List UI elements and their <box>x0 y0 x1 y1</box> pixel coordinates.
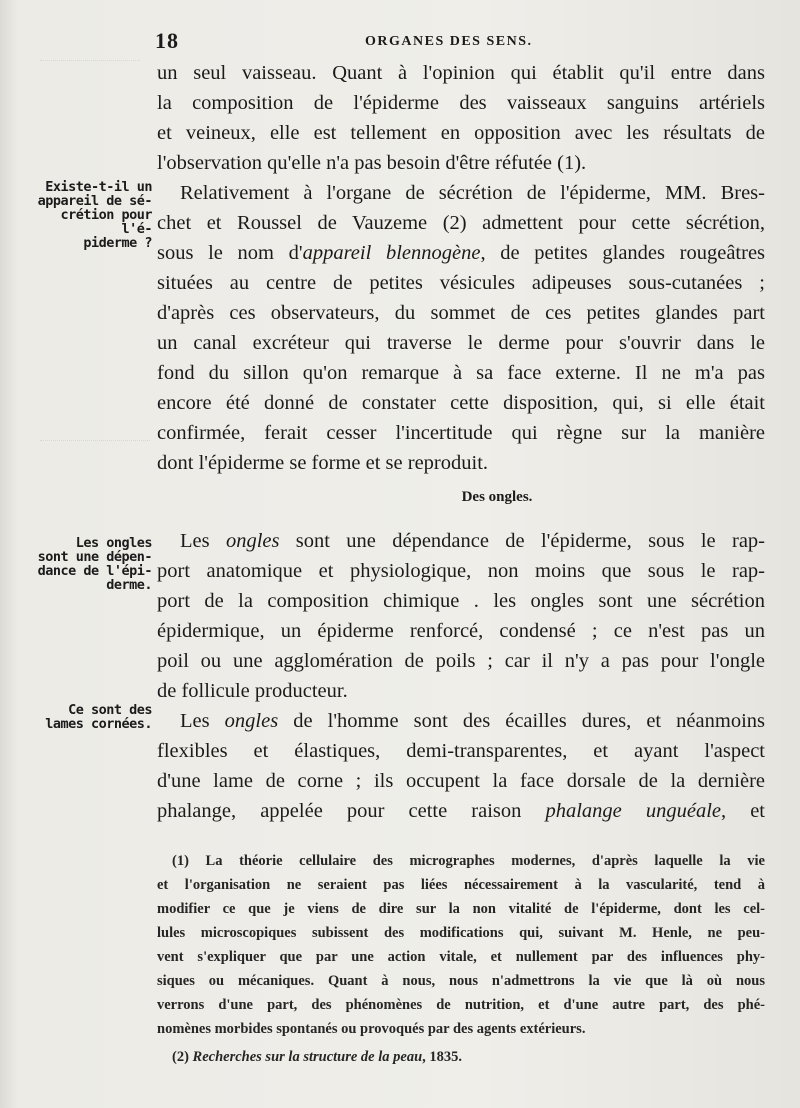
text-segment: , de petites glandes rougeâtres <box>480 242 766 264</box>
body-text-line: poil ou une agglomération de poils ; car il n'y a pas pour l'ongle <box>157 650 765 672</box>
margin-note-line: Ce sont des <box>68 702 152 718</box>
body-text-line: épidermique, un épiderme renforcé, condensé ; ce n'est pas un <box>157 620 765 642</box>
body-text-line: l'observation qu'elle n'a pas besoin d'être réfutée (1). <box>157 152 587 174</box>
text-segment: Les <box>180 530 226 552</box>
text-segment: sont une dépendance de l'épiderme, sous le rap- <box>279 530 765 552</box>
body-text-line: d'une lame de corne ; ils occupent la face dorsale de la dernière <box>157 770 765 792</box>
text-segment: de l'homme sont des écailles dures, et néanmoins <box>278 710 766 732</box>
page-number: 18 <box>155 28 179 53</box>
footnote-line: vent s'expliquer que par une action vitale, et nullement par des influences phy- <box>157 949 765 965</box>
body-text-line: encore été donné de constater cette disposition, qui, si elle était <box>157 392 765 414</box>
term-phalange-ungueale: phalange unguéale <box>545 800 721 822</box>
page-header <box>155 28 765 52</box>
body-text-line: de follicule producteur. <box>157 680 348 702</box>
margin-note-line: Les ongles <box>75 535 152 551</box>
margin-note-line: crétion pour l'é- <box>60 207 152 237</box>
body-text-line: la composition de l'épiderme des vaisseaux sanguins artériels <box>157 92 765 114</box>
show-through-texture <box>40 60 140 121</box>
body-text-line: flexibles et élastiques, demi-transparentes, et ayant l'aspect <box>157 740 765 762</box>
body-text-line: situées au centre de petites vésicules adipeuses sous-cutanées ; <box>157 272 765 294</box>
section-heading: Des ongles. <box>461 489 533 505</box>
text-segment: Les <box>180 710 225 732</box>
footnote-line <box>172 1046 765 1070</box>
body-text-line: fond du sillon qu'on remarque à sa face externe. Il ne m'a pas <box>157 362 765 384</box>
body-text-line: et veineux, elle est tellement en opposition avec les résultats de <box>157 122 765 144</box>
body-text-line <box>157 796 765 826</box>
body-text-line: port de la composition chimique . les ongles sont une sécrétion <box>157 590 765 612</box>
body-text-line <box>180 706 765 736</box>
body-text-line: Relativement à l'organe de sécrétion de l'épiderme, MM. Bres- <box>180 182 765 204</box>
running-title: ORGANES DES SENS. <box>365 34 533 49</box>
margin-note-line: sont une dépen- <box>37 549 152 565</box>
footnote-line: (1) La théorie cellulaire des micrographes modernes, d'après laquelle la vie <box>172 853 765 869</box>
margin-note-ongles <box>36 536 152 592</box>
term-ongles: ongles <box>225 530 280 552</box>
term-ongles: ongles <box>224 710 279 732</box>
body-text-line: chet et Roussel de Vauzeme (2) admettent pour cette sécrétion, <box>157 212 765 234</box>
text-segment: sous le nom d' <box>157 242 303 264</box>
body-text-line: un canal excréteur qui traverse le derme pour s'ouvrir dans le <box>157 332 765 354</box>
footnote-line: lules microscopiques subissent des modifications qui, suivant M. Henle, ne peu- <box>157 925 765 941</box>
body-text-line: confirmée, ferait cesser l'incertitude qui règne sur la manière <box>157 422 765 444</box>
margin-note-lames <box>36 703 152 731</box>
margin-note-line: dance de l'épi- <box>37 563 152 579</box>
footnote-line: et l'organisation ne seraient pas liées nécessairement à la vascularité, tend à <box>157 877 765 893</box>
text-segment: phalange, appelée pour cette raison <box>157 800 546 822</box>
footnote-number: (2) <box>172 1049 193 1065</box>
text-segment: , 1835. <box>422 1049 463 1065</box>
show-through-texture <box>40 440 150 471</box>
footnote-citation-title: Recherches sur la structure de la peau <box>192 1049 423 1065</box>
margin-note-line: derme. <box>106 577 152 593</box>
margin-note-line: piderme ? <box>83 235 152 251</box>
footnote-line: siques ou mécaniques. Quant à nous, nous n'admettrons la vie que là où nous <box>157 973 765 989</box>
body-text-line: un seul vaisseau. Quant à l'opinion qui établit qu'il entre dans <box>157 62 765 84</box>
body-text-line: dont l'épiderme se forme et se reproduit. <box>157 452 489 474</box>
term-appareil-blennogene: appareil blennogène <box>302 242 481 264</box>
text-segment: , et <box>721 800 765 822</box>
margin-note-line: lames cornées. <box>45 716 152 732</box>
margin-note-line: Existe-t-il un <box>45 179 152 195</box>
footnote-line: modifier ce que je viens de dire sur la non vitalité de l'épiderme, dont les cel- <box>157 901 765 917</box>
footnote-line: verrons d'une part, des phénomènes de nutrition, et d'une autre part, des phé- <box>157 997 765 1013</box>
body-text-line: d'après ces observateurs, du sommet de ces petites glandes part <box>157 302 765 324</box>
margin-note-secretion <box>36 180 152 250</box>
body-text-line <box>157 238 765 268</box>
body-text-line: port anatomique et physiologique, non moins que sous le rap- <box>157 560 765 582</box>
footnote-line: nomènes morbides spontanés ou provoqués par des agents extérieurs. <box>157 1021 586 1037</box>
margin-note-line: appareil de sé- <box>37 193 152 209</box>
body-text-line <box>180 526 765 556</box>
